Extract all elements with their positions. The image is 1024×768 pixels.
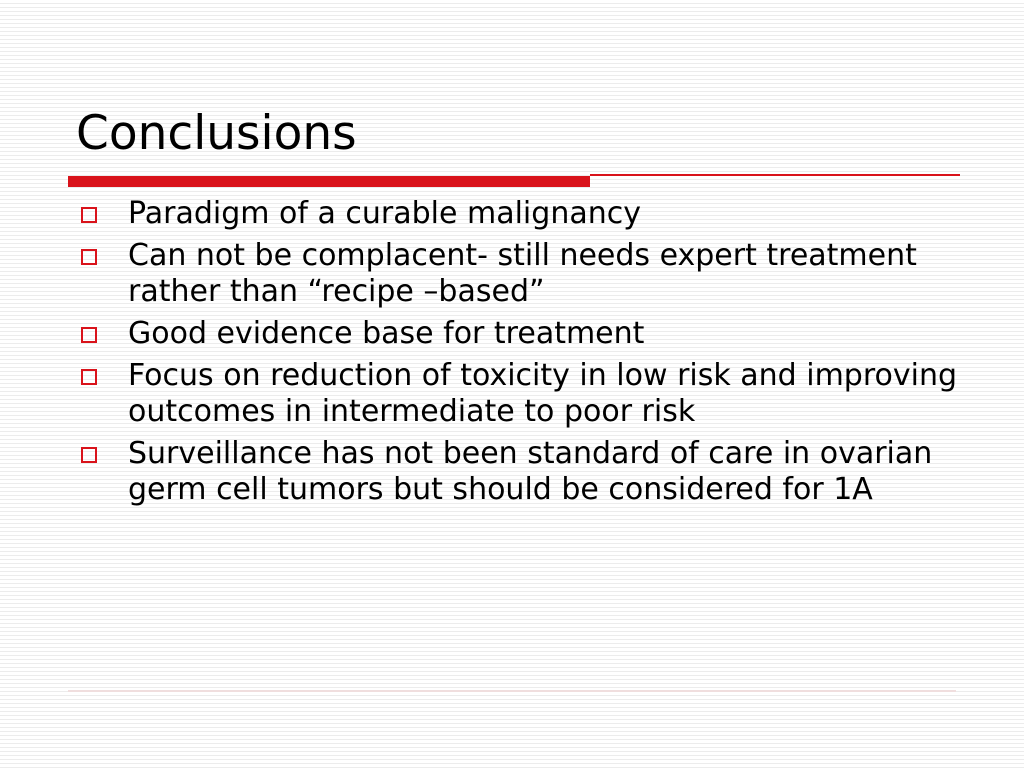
bullet-text: Surveillance has not been standard of care in ovarian germ cell tumors but should be considered for 1A xyxy=(128,436,933,507)
hollow-square-icon xyxy=(81,207,97,223)
footer-divider xyxy=(68,690,956,692)
bullet-item xyxy=(76,196,976,232)
title-underline-thick xyxy=(68,176,590,187)
bullet-item xyxy=(76,358,976,430)
hollow-square-icon xyxy=(81,369,97,385)
bullet-list xyxy=(76,196,976,514)
hollow-square-icon xyxy=(81,447,97,463)
bullet-text: Good evidence base for treatment xyxy=(128,316,645,351)
title-underline-thin xyxy=(590,174,960,176)
bullet-item xyxy=(76,316,976,352)
bullet-item xyxy=(76,238,976,310)
bullet-item xyxy=(76,436,976,508)
hollow-square-icon xyxy=(81,249,97,265)
bullet-text: Focus on reduction of toxicity in low risk and improving outcomes in intermediate to poor risk xyxy=(128,358,958,429)
slide-title: Conclusions xyxy=(76,106,357,161)
bullet-text: Paradigm of a curable malignancy xyxy=(128,196,641,231)
hollow-square-icon xyxy=(81,327,97,343)
bullet-text: Can not be complacent- still needs expert treatment rather than “recipe –based” xyxy=(128,238,917,309)
